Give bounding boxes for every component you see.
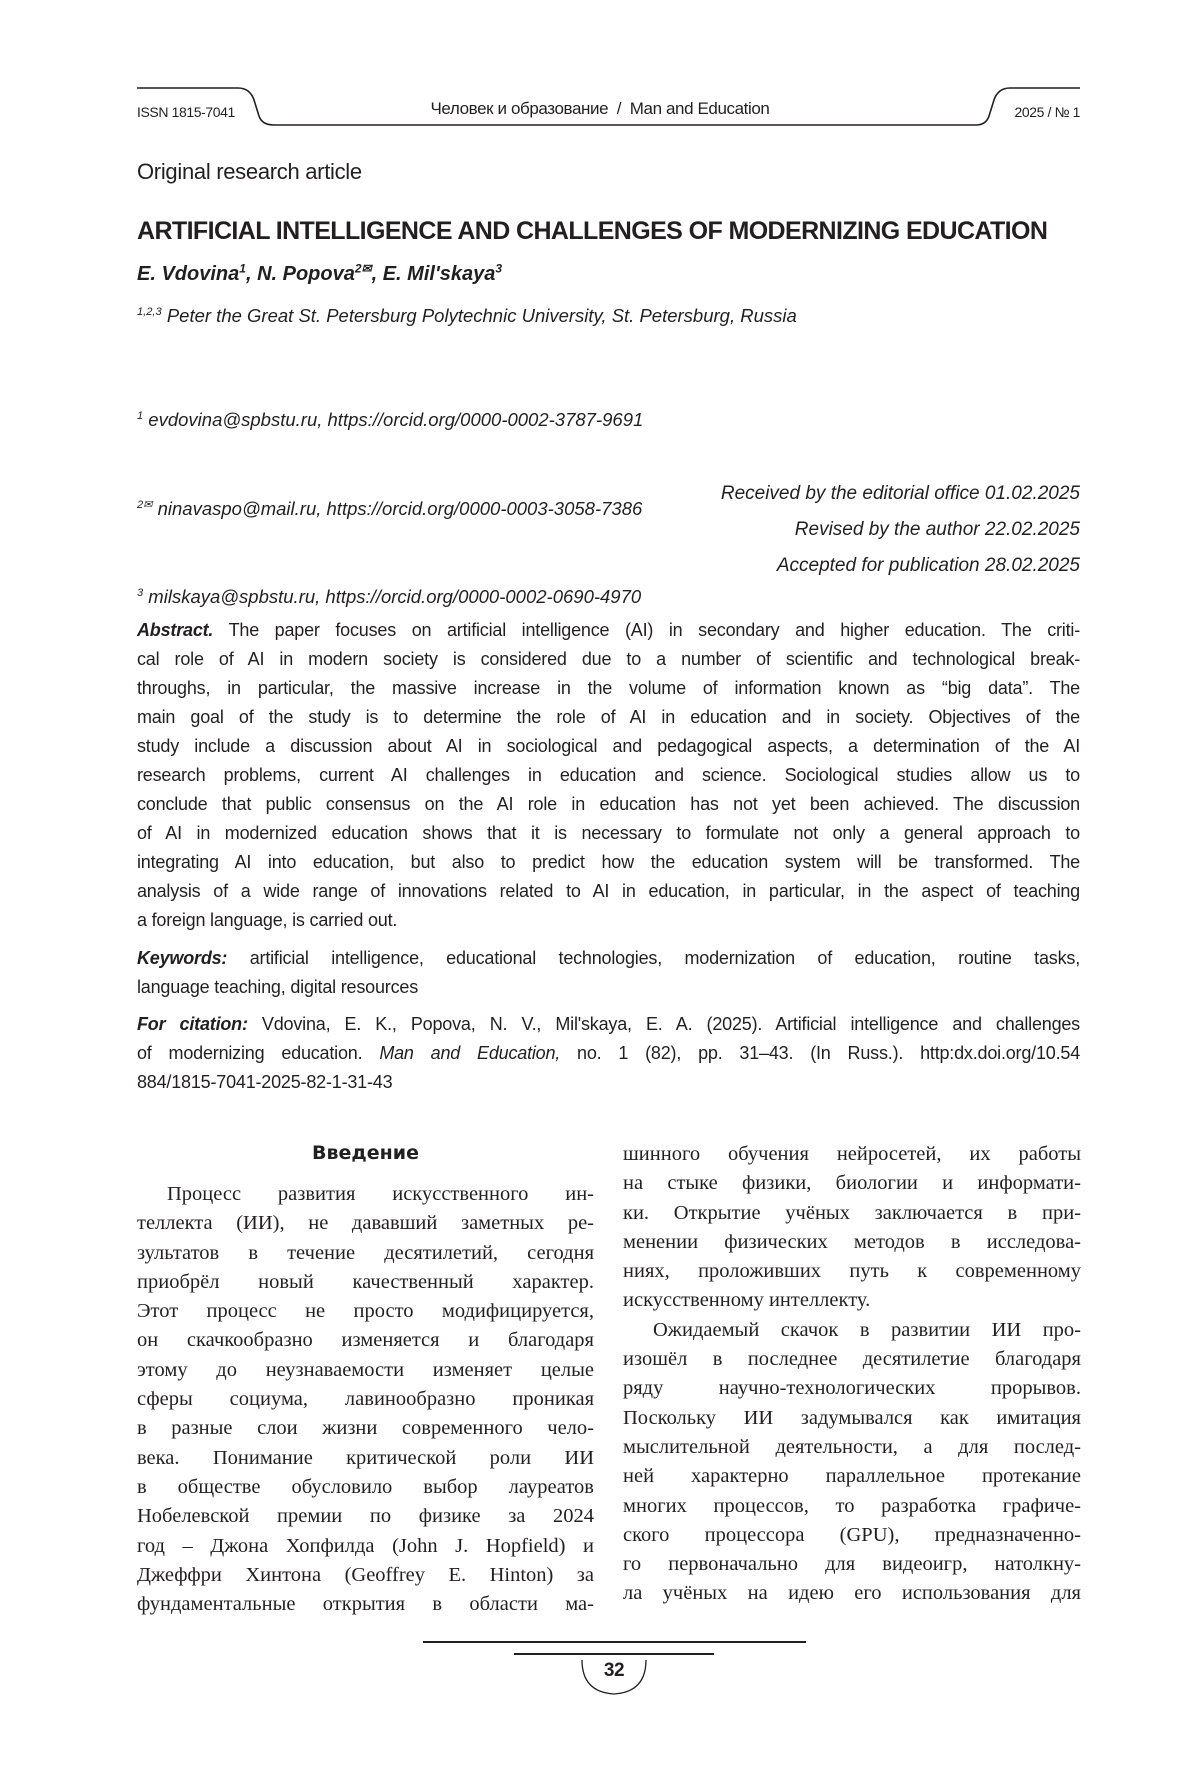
abstract-line: main goal of the study is to determine the role of AI in education and in society. Objectives of the: [137, 707, 1080, 728]
keywords-line: language teaching, digital resources: [137, 977, 1080, 998]
abstract-line: conclude that public consensus on the AI role in education has not yet been achieved. The discussion: [137, 794, 1080, 815]
abstract-text: The paper focuses on artificial intelligence (AI) in secondary and higher education. The criti-: [213, 620, 1080, 640]
separator: ,: [246, 263, 257, 285]
abstract-line: integrating AI into education, but also to predict how the education system will be transformed. The: [137, 852, 1080, 873]
citation-text: of modernizing education.: [137, 1043, 379, 1063]
contact-mark: 3: [137, 587, 143, 599]
abstract-line: throughs, in particular, the massive increase in the volume of information known as “big data”. The: [137, 678, 1080, 699]
body-line: Джеффри Хинтона (Geoffrey E. Hinton) за: [137, 1561, 594, 1590]
keywords-line: [137, 948, 1080, 969]
citation-line: [137, 1014, 1080, 1035]
contact-line: [137, 582, 643, 612]
body-line: он скачкообразно изменяется и благодаря: [137, 1326, 594, 1355]
issue-number: 2025 / № 1: [1014, 104, 1080, 120]
body-line: Ожидаемый скачок в развитии ИИ про-: [623, 1316, 1081, 1345]
author-mark: 3: [495, 261, 502, 275]
body-line: фундаментальные открытия в области ма-: [137, 1590, 594, 1619]
body-line: шинного обучения нейросетей, их работы: [623, 1140, 1081, 1169]
body-line: ского процессора (GPU), предназначенно-: [623, 1521, 1081, 1550]
author: E. Vdovina: [137, 263, 239, 285]
keywords-text: artificial intelligence, educational technologies, modernization of education, routine tasks,: [227, 948, 1080, 968]
abstract-line: cal role of AI in modern society is considered due to a number of scientific and technological break-: [137, 649, 1080, 670]
contact-text[interactable]: milskaya@spbstu.ru, https://orcid.org/0000-0002-0690-4970: [143, 586, 641, 607]
abstract-line: study include a discussion about AI in sociological and pedagogical aspects, a determination of the AI: [137, 736, 1080, 757]
affiliation-mark: 1,2,3: [137, 306, 162, 318]
body-line: искусственному интеллекту.: [623, 1286, 1081, 1315]
author-mark: 2✉: [355, 261, 372, 275]
author-mark: 1: [239, 261, 246, 275]
page-number: 32: [594, 1660, 634, 1682]
authors: [137, 263, 502, 286]
article-type: Original research article: [137, 159, 362, 185]
section-heading: Введение: [137, 1142, 594, 1164]
author: N. Popova: [257, 263, 355, 285]
affiliation: [137, 305, 797, 327]
body-line: на стыке физики, биологии и информати-: [623, 1169, 1081, 1198]
body-line: мыслительной деятельности, а для послед-: [623, 1433, 1081, 1462]
dates: [721, 476, 1080, 584]
body-line: изошёл в последнее десятилетие благодаря: [623, 1345, 1081, 1374]
contact-mark: 2✉: [137, 498, 152, 510]
citation-label: For citation:: [137, 1014, 248, 1034]
body-line: зультатов в течение десятилетий, сегодня: [137, 1239, 594, 1268]
abstract-line: a foreign language, is carried out.: [137, 910, 1080, 931]
separator: ,: [372, 263, 383, 285]
body-line: Поскольку ИИ задумывался как имитация: [623, 1404, 1081, 1433]
body-line: в разные слои жизни современного чело-: [137, 1414, 594, 1443]
abstract-line: of AI in modernized education shows that it is necessary to formulate not only a general approach to: [137, 823, 1080, 844]
body-line: менении физических методов в исследова-: [623, 1228, 1081, 1257]
body-line: многих процессов, то разработка графиче-: [623, 1492, 1081, 1521]
body-line: этому до неузнаваемости изменяет целые: [137, 1356, 594, 1385]
contact-text[interactable]: evdovina@spbstu.ru, https://orcid.org/0000-0002-3787-9691: [143, 409, 643, 430]
citation-doi[interactable]: 884/1815-7041-2025-82-1-31-43: [137, 1072, 1080, 1093]
body-line: в обществе обусловило выбор лауреатов: [137, 1473, 594, 1502]
citation-line: [137, 1043, 1080, 1064]
contacts: [137, 346, 643, 641]
citation-text: Vdovina, E. K., Popova, N. V., Mil'skaya, E. A. (2025). Artificial intelligence and challenges: [248, 1014, 1080, 1034]
keywords-label: Keywords:: [137, 948, 227, 968]
citation-text[interactable]: no. 1 (82), pp. 31–43. (In Russ.). http:dx.doi.org/10.54: [560, 1043, 1080, 1063]
journal-title: Человек и образование / Man and Education: [0, 99, 1200, 119]
accepted-date: Accepted for publication 28.02.2025: [721, 548, 1080, 584]
body-line: Процесс развития искусственного ин-: [137, 1180, 594, 1209]
body-line: ла учёных на идею его использования для: [623, 1579, 1081, 1608]
contact-line: [137, 405, 643, 435]
body-line: ки. Открытие учёных заключается в при-: [623, 1199, 1081, 1228]
article-title: ARTIFICIAL INTELLIGENCE AND CHALLENGES OF MODERNIZING EDUCATION: [137, 217, 1047, 246]
body-line: ряду научно-технологических прорывов.: [623, 1374, 1081, 1403]
body-line: теллекта (ИИ), не дававший заметных ре-: [137, 1209, 594, 1238]
right-column: [623, 1140, 1081, 1609]
abstract-label: Abstract.: [137, 620, 213, 640]
body-line: ней характерно параллельное протекание: [623, 1462, 1081, 1491]
body-line: год – Джона Хопфилда (John J. Hopfield) и: [137, 1532, 594, 1561]
body-line: го первоначально для видеоигр, натолкну-: [623, 1550, 1081, 1579]
body-line: сферы социума, лавинообразно проникая: [137, 1385, 594, 1414]
revised-date: Revised by the author 22.02.2025: [721, 512, 1080, 548]
abstract-line: analysis of a wide range of innovations related to AI in education, in particular, in the aspect of teaching: [137, 881, 1080, 902]
issn: ISSN 1815-7041: [137, 104, 235, 120]
left-column: [137, 1180, 594, 1619]
citation-journal: Man and Education,: [379, 1043, 560, 1063]
contact-text[interactable]: ninavaspo@mail.ru, https://orcid.org/0000-0003-3058-7386: [152, 498, 642, 519]
body-line: века. Понимание критической роли ИИ: [137, 1444, 594, 1473]
contact-line: [137, 494, 643, 524]
contact-mark: 1: [137, 410, 143, 422]
abstract-line: [137, 620, 1080, 641]
body-line: Нобелевской премии по физике за 2024: [137, 1502, 594, 1531]
body-line: ниях, проложивших путь к современному: [623, 1257, 1081, 1286]
received-date: Received by the editorial office 01.02.2025: [721, 476, 1080, 512]
affiliation-text: Peter the Great St. Petersburg Polytechnic University, St. Petersburg, Russia: [162, 305, 797, 326]
abstract-line: research problems, current AI challenges in education and science. Sociological studies allow us to: [137, 765, 1080, 786]
body-line: приобрёл новый качественный характер.: [137, 1268, 594, 1297]
body-line: Этот процесс не просто модифицируется,: [137, 1297, 594, 1326]
author: E. Mil'skaya: [383, 263, 496, 285]
